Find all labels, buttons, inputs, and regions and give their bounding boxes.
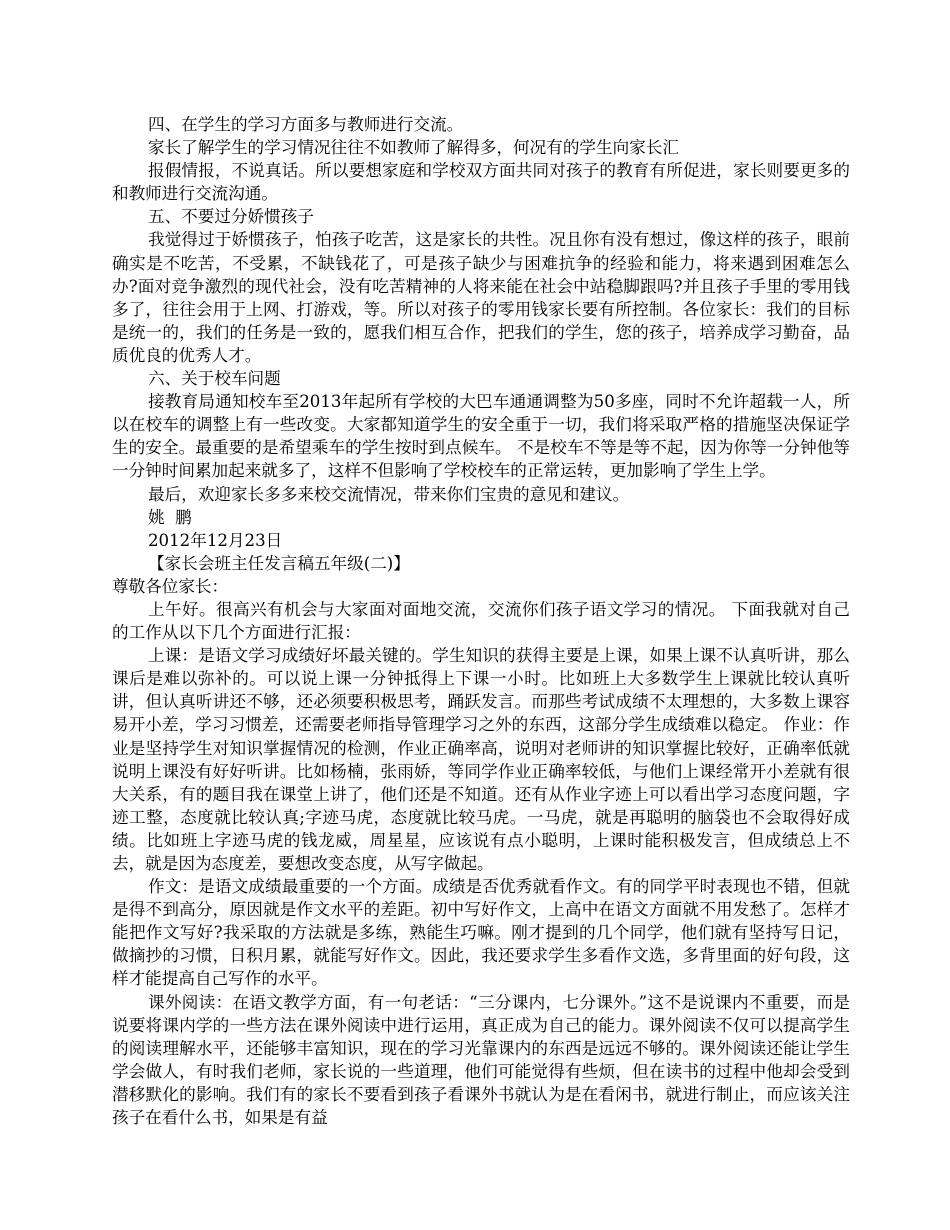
document-title: 【家长会班主任发言稿五年级(二)】 <box>148 553 410 573</box>
paragraph: 上午好。很高兴有机会与大家面对面地交流，交流你们孩子语文学习的情况。 下面我就对自己的工作从以下几个方面进行汇报： <box>112 599 850 643</box>
paragraph: 我觉得过于娇惯孩子，怕孩子吃苦，这是家长的共性。况且你有没有想过，像这样的孩子，眼前确实是不吃苦，不受累，不缺钱花了，可是孩子缺少与困难抗争的经验和能力，将来遇到困难怎么办?面对竞争激烈的现代社会，没有吃苦精神的人将来能在社会中站稳脚跟吗?并且孩子手里的零用钱多了，往往会用于上网、打游戏，等。所以对孩子的零用钱家长要有所控制。各位家长：我们的目标是统一的，我们的任务是一致的，愿我们相互合作，把我们的学生，您的孩子，培养成学习勤奋，品质优良的优秀人才。 <box>112 230 850 365</box>
paragraph: 上课：是语文学习成绩好坏最关键的。学生知识的获得主要是上课，如果上课不认真听讲，那么课后是难以弥补的。可以说上课一分钟抵得上下课一小时。比如班上大多数学生上课就比较认真听讲，但认真听讲还不够，还必须要积极思考，踊跃发言。而那些考试成绩不太理想的，大多数上课容易开小差，学习习惯差，还需要老师指导管理学习之外的东西，这部分学生成绩难以稳定。 作业：作业是坚持学生对知识掌握情况的检测，作业正确率高，说明对老师讲的知识掌握比较好，正确率低就说明上课没有好好听讲。比如杨楠，张雨娇，等同学作业正确率较低，与他们上课经常开小差就有很大关系，有的题目我在课堂上讲了，他们还是不知道。还有从作业字迹上可以看出学习态度问题，字迹工整，态度就比较认真;字迹马虎，态度就比较马虎。一马虎，就是再聪明的脑袋也不会取得好成绩。比如班上字迹马虎的钱龙威，周星星，应该说有点小聪明，上课时能积极发言，但成绩总上不去，就是因为态度差，要想改变态度，从写字做起。 <box>112 646 850 873</box>
salutation: 尊敬各位家长： <box>112 576 229 596</box>
paragraph: 接教育局通知校车至2013年起所有学校的大巴车通通调整为50多座，同时不允许超载一人，所以在校车的调整上有一些改变。大家都知道学生的安全重于一切，我们将采取严格的措施坚决保证学生的安全。最重要的是希望乘车的学生按时到点候车。 不是校车不等是等不起，因为你等一分钟他等一分钟时间累加起来就多了，这样不但影响了学校校车的正常运转，更加影响了学生上学。 <box>112 392 850 481</box>
signature-name: 姚 鹏 <box>148 507 192 527</box>
paragraph: 作文：是语文成绩最重要的一个方面。成绩是否优秀就看作文。有的同学平时表现也不错，但就是得不到高分，原因就是作文水平的差距。初中写好作文，上高中在语文方面就不用发愁了。怎样才能把作文写好?我采取的方法就是多练，熟能生巧嘛。刚才提到的几个同学，他们就有坚持写日记，做摘抄的习惯，日积月累，就能写好作文。因此，我还要求学生多看作文选，多背里面的好句段，这样才能提高自己写作的水平。 <box>112 877 850 989</box>
heading-section-6: 六、关于校车问题 <box>148 369 281 389</box>
signature-date: 2012年12月23日 <box>148 530 283 550</box>
paragraph: 课外阅读：在语文教学方面，有一句老话：“三分课内，七分课外。”这不是说课内不重要，而是说要将课内学的一些方法在课外阅读中进行运用，真正成为自己的能力。课外阅读不仅可以提高学生的阅读理解水平，还能够丰富知识，现在的学习光靠课内的东西是远远不够的。课外阅读还能让学生学会做人，有时我们老师，家长说的一些道理，他们可能觉得有些烦，但在读书的过程中他却会受到潜移默化的影响。我们有的家长不要看到孩子看课外书就认为是在看闲书，就进行制止，而应该关注孩子在看什么书，如果是有益 <box>112 992 850 1128</box>
paragraph: 家长了解学生的学习情况往往不如教师了解得多，何况有的学生向家长汇 <box>148 138 679 158</box>
heading-section-4: 四、在学生的学习方面多与教师进行交流。 <box>148 115 464 134</box>
paragraph: 报假情报，不说真话。所以要想家庭和学校双方面共同对孩子的教育有所促进，家长则要更多的和教师进行交流沟通。 <box>112 161 850 204</box>
closing-paragraph: 最后，欢迎家长多多来校交流情况，带来你们宝贵的意见和建议。 <box>148 484 630 504</box>
heading-section-5: 五、不要过分娇惯孩子 <box>148 207 314 227</box>
